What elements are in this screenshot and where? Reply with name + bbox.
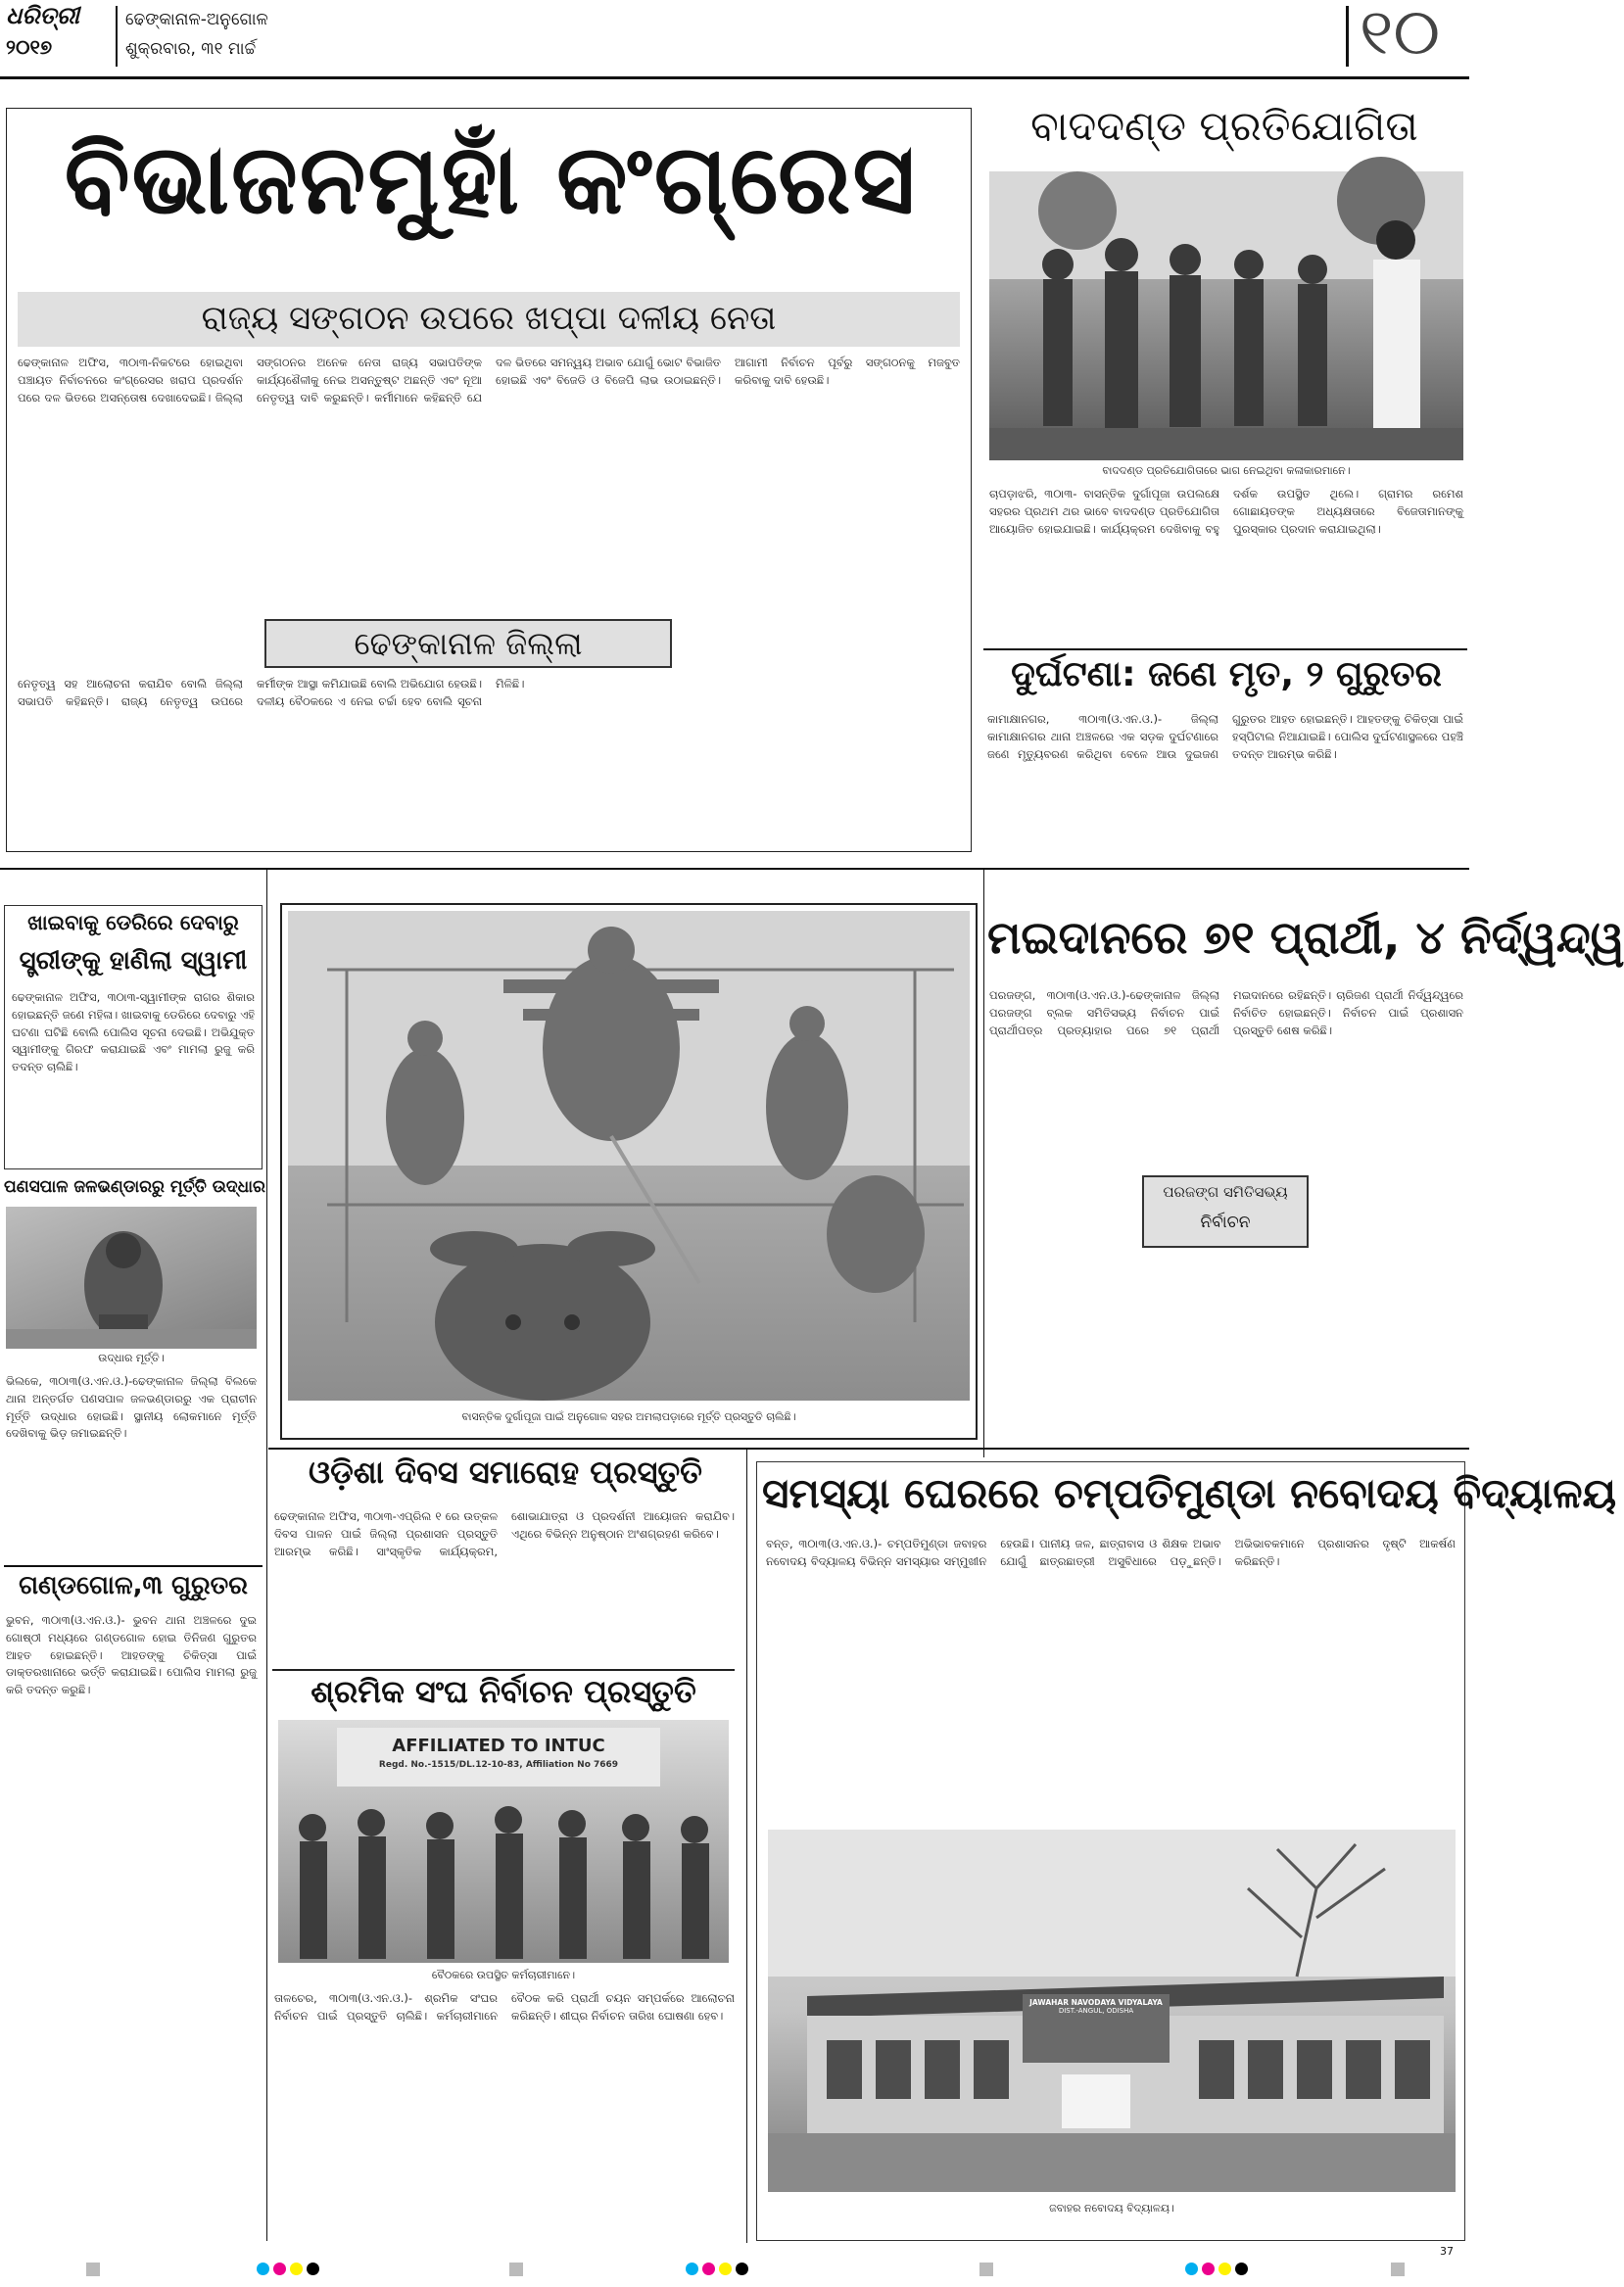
paper-name: ଧରିତ୍ରୀ (6, 2, 79, 29)
page-number: ୧୦ (1360, 0, 1441, 70)
odisha-day-body: ଢେଙ୍କାନାଳ ଅଫିସ, ୩୦ା୩-ଏପ୍ରିଲ ୧ ରେ ଉତ୍କଳ ଦିବସ ପାଳନ ପାଇଁ ଜିଲ୍ଲା ପ୍ରଶାସନ ପ୍ରସ୍ତୁତି ଆରମ୍ଭ କରିଛି। ସାଂସ୍କୃତିକ କାର୍ଯ୍ୟକ୍ରମ, ଶୋଭାଯାତ୍ରା ଓ ପ୍ରଦର୍ଶନୀ ଆୟୋଜନ କରାଯିବ। ଏଥିରେ ବିଭିନ୍ନ ଅନୁଷ୍ଠାନ ଅଂଶଗ୍ରହଣ କରିବେ। (274, 1509, 735, 1558)
lead-subheadline: ରାଜ୍ୟ ସଙ୍ଗଠନ ଉପରେ ଖପ୍ପା ଦଳୀୟ ନେତା (201, 299, 777, 338)
idol-body: ଭିଲକେ, ୩୦ା୩(ଓ.ଏନ.ଓ.)-ଢେଙ୍କାନାଳ ଜିଲ୍ଲା ବିଲକେ ଥାନା ଅନ୍ତର୍ଗତ ପଣସପାଳ ଜଳଭଣ୍ଡାରରୁ ଏକ ପ୍ରାଚୀନ ମୂର୍ତ୍ତି ଉଦ୍ଧାର ହୋଇଛି। ସ୍ଥାନୀୟ ଲୋକମାନେ ମୂର୍ତ୍ତି ଦେଖିବାକୁ ଭିଡ଼ ଜମାଇଛନ୍ତି। (6, 1374, 257, 1441)
district-label: ଢେଙ୍କାନାଳ ଜିଲ୍ଲା (354, 625, 583, 662)
issue-date: ଶୁକ୍ରବାର, ୩୧ ମାର୍ଚ୍ଚ (125, 39, 257, 59)
delay-headline-2: ସ୍ତ୍ରୀଙ୍କୁ ହାଣିଲା ସ୍ୱାମୀ (19, 946, 248, 976)
clash-top-rule (4, 1565, 263, 1567)
union-banner-line-2: Regd. No.-1515/DL.12-10-83, Affiliation No 7669 (378, 1760, 619, 1770)
accident-top-rule (983, 648, 1467, 650)
color-registration-mark-1 (257, 2263, 319, 2275)
center-photo-caption: ବାସନ୍ତିକ ଦୁର୍ଗାପୂଜା ପାଇଁ ଅନୁଗୋଳ ସହର ଅମଲାପଡ଼ାରେ ମୂର୍ତ୍ତି ପ୍ରସ୍ତୁତି ଚାଲିଛି। (461, 1410, 796, 1423)
union-photo-caption: ବୈଠକରେ ଉପସ୍ଥିତ କର୍ମଚାରୀମାନେ। (431, 1969, 576, 1981)
navodaya-photo (768, 1830, 1456, 2192)
badadanda-headline: ବାଦଦଣ୍ଡ ପ୍ରତିଯୋଗିତା (1030, 102, 1418, 150)
accident-headline: ଦୁର୍ଘଟଣା: ଜଣେ ମୃତ, ୨ ଗୁରୁତର (1011, 654, 1442, 694)
badadanda-photo (989, 171, 1463, 460)
section-rule-1 (0, 868, 1469, 870)
idol-making-illustration (288, 911, 970, 1401)
masthead-divider-right (1346, 6, 1349, 67)
lead-body-continued: ନେତୃତ୍ୱ ସହ ଆଲୋଚନା କରାଯିବ ବୋଲି ଜିଲ୍ଲା ସଭାପତି କହିଛନ୍ତି। ରାଜ୍ୟ ନେତୃତ୍ୱ ଉପରେ କର୍ମୀଙ୍କ ଆସ୍ଥା କମିଯାଇଛି ବୋଲି ଅଭିଯୋଗ ହେଉଛି। ଦଳୀୟ ବୈଠକରେ ଏ ନେଇ ଚର୍ଚ୍ଚା ହେବ ବୋଲି ସୂଚନା ମିଳିଛି। (18, 677, 525, 708)
clash-body: ଭୁବନ, ୩୦ା୩(ଓ.ଏନ.ଓ.)- ଭୁବନ ଥାନା ଅଞ୍ଚଳରେ ଦୁଇ ଗୋଷ୍ଠୀ ମଧ୍ୟରେ ଗଣ୍ଡଗୋଳ ହୋଇ ତିନିଜଣ ଗୁରୁତର ଆହତ ହୋଇଛନ୍ତି। ଆହତଙ୍କୁ ଚିକିତ୍ସା ପାଇଁ ଡାକ୍ତରଖାନାରେ ଭର୍ତ୍ତି କରାଯାଇଛି। ପୋଲିସ ମାମଲା ରୁଜୁ କରି ତଦନ୍ତ କରୁଛି। (6, 1613, 257, 1697)
candidates-headline: ମଇଦାନରେ ୭୧ ପ୍ରାର୍ଥୀ, ୪ ନିର୍ଦ୍ୱନ୍ଦ୍ୱ (987, 911, 1624, 964)
idol-photo-caption: ଉଦ୍ଧାର ମୂର୍ତ୍ତି। (98, 1352, 165, 1364)
accident-body: କାମାକ୍ଷାନଗର, ୩୦ା୩(ଓ.ଏନ.ଓ.)- ଜିଲ୍ଲା କାମାକ୍ଷାନଗର ଥାନା ଅଞ୍ଚଳରେ ଏକ ସଡ଼କ ଦୁର୍ଘଟଣାରେ ଜଣେ ମୃତ୍ୟୁବରଣ କରିଥିବା ବେଳେ ଆଉ ଦୁଇଜଣ ଗୁରୁତର ଆହତ ହୋଇଛନ୍ତି। ଆହତଙ୍କୁ ଚିକିତ୍ସା ପାଇଁ ହସ୍ପିଟାଲ ନିଆଯାଇଛି। ପୋଲିସ ଦୁର୍ଘଟଣାସ୍ଥଳରେ ପହଞ୍ଚି ତଦନ୍ତ ଆରମ୍ଭ କରିଛି। (987, 712, 1463, 761)
performers-illustration (989, 171, 1463, 460)
durga-idol-photo (288, 911, 970, 1401)
grey-square-mark-4 (1391, 2263, 1405, 2276)
masthead-divider-left (116, 6, 118, 67)
school-sign-line-2: DIST.-ANGUL, ODISHA (1058, 2007, 1134, 2015)
paper-year: ୨୦୧୭ (6, 35, 53, 59)
candidates-box-line-2: ନିର୍ବାଚନ (1200, 1213, 1251, 1232)
left-column-rule (266, 870, 267, 2241)
navodaya-headline: ସମସ୍ୟା ଘେରରେ ଚମ୍ପତିମୁଣ୍ଡା ନବୋଦୟ ବିଦ୍ୟାଳୟ (762, 1469, 1617, 1517)
grey-square-mark-1 (86, 2263, 100, 2276)
section-rule-2 (268, 1448, 1469, 1450)
idol-photo (6, 1207, 257, 1349)
odisha-day-headline: ଓଡ଼ିଶା ଦିବସ ସମାରୋହ ପ୍ରସ୍ତୁତି (309, 1453, 702, 1491)
delay-body: ଢେଙ୍କାନାଳ ଅଫିସ, ୩୦ା୩-ସ୍ୱାମୀଙ୍କ ରାଗର ଶିକାର ହୋଇଛନ୍ତି ଜଣେ ମହିଳା। ଖାଇବାକୁ ଡେରିରେ ଦେବାରୁ ଏହି ଘଟଣା ଘଟିଛି ବୋଲି ପୋଲିସ ସୂଚନା ଦେଇଛି। ଅଭିଯୁକ୍ତ ସ୍ୱାମୀଙ୍କୁ ଗିରଫ କରାଯାଇଛି ଏବଂ ମାମଲା ରୁଜୁ କରି ତଦନ୍ତ ଚାଲିଛି। (12, 990, 255, 1074)
clash-headline: ଗଣ୍ଡଗୋଳ,୩ ଗୁରୁତର (19, 1571, 248, 1600)
navodaya-left-rule (746, 1450, 747, 2243)
lead-headline: ବିଭାଜନମୁହାଁ କଂଗ୍ରେସ (64, 124, 918, 236)
school-sign (1025, 1998, 1168, 2015)
navodaya-body: ବନ୍ତ, ୩୦ା୩(ଓ.ଏନ.ଓ.)- ଚମ୍ପତିମୁଣ୍ଡା ଜବାହର ନବୋଦୟ ବିଦ୍ୟାଳୟ ବିଭିନ୍ନ ସମସ୍ୟାର ସମ୍ମୁଖୀନ ହେଉଛି। ପାନୀୟ ଜଳ, ଛାତ୍ରାବାସ ଓ ଶିକ୍ଷକ ଅଭାବ ଯୋଗୁଁ ଛାତ୍ରଛାତ୍ରୀ ଅସୁବିଧାରେ ପଡ଼ୁଛନ୍ତି। ଅଭିଭାବକମାନେ ପ୍ରଶାସନର ଦୃଷ୍ଟି ଆକର୍ଷଣ କରିଛନ୍ତି। (766, 1537, 1456, 1568)
school-sign-line-1: JAWAHAR NAVODAYA VIDYALAYA (1029, 1998, 1163, 2007)
edition-label: ଢେଙ୍କାନାଳ-ଅନୁଗୋଳ (125, 10, 268, 29)
masthead-rule (0, 76, 1469, 79)
idol-illustration (6, 1207, 257, 1349)
union-people-illustration (278, 1720, 729, 1963)
color-registration-mark-3 (1185, 2263, 1248, 2275)
candidates-body: ପରଜଙ୍ଗ, ୩୦ା୩(ଓ.ଏନ.ଓ.)-ଢେଙ୍କାନାଳ ଜିଲ୍ଲା ପରଜଙ୍ଗ ବ୍ଲକ ସମିତିସଭ୍ୟ ନିର୍ବାଚନ ପାଇଁ ପ୍ରାର୍ଥୀପତ୍ର ପ୍ରତ୍ୟାହାର ପରେ ୭୧ ପ୍ରାର୍ଥୀ ମଇଦାନରେ ରହିଛନ୍ତି। ଚାରିଜଣ ପ୍ରାର୍ଥୀ ନିର୍ଦ୍ୱନ୍ଦ୍ୱରେ ନିର୍ବାଚିତ ହୋଇଛନ୍ତି। ନିର୍ବାଚନ ପାଇଁ ପ୍ରଶାସନ ପ୍ରସ୍ତୁତି ଶେଷ କରିଛି। (989, 988, 1463, 1037)
union-photo (278, 1720, 729, 1963)
color-registration-mark-2 (686, 2263, 748, 2275)
badadanda-body: ଚାପଡ଼ାଝରି, ୩୦ା୩- ବାସନ୍ତିକ ଦୁର୍ଗାପୂଜା ଉପଲକ୍ଷେ ସହରର ପ୍ରଥମ ଥର ଭାବେ ବାଦଦଣ୍ଡ ପ୍ରତିଯୋଗିତା ଆୟୋଜିତ ହୋଇଯାଇଛି। କାର୍ଯ୍ୟକ୍ରମ ଦେଖିବାକୁ ବହୁ ଦର୍ଶକ ଉପସ୍ଥିତ ଥିଲେ। ଗ୍ରାମର ରମେଶ ଗୋଛାୟତଙ୍କ ଅଧ୍ୟକ୍ଷତାରେ ବିଜେତାମାନଙ୍କୁ ପୁରସ୍କାର ପ୍ରଦାନ କରାଯାଇଥିଲା। (989, 487, 1463, 536)
grey-square-mark-3 (979, 2263, 993, 2276)
delay-headline-1: ଖାଇବାକୁ ଡେରିରେ ଦେବାରୁ (27, 911, 239, 934)
idol-headline: ପଣସପାଳ ଜଳଭଣ୍ଡାରରୁ ମୂର୍ତ୍ତି ଉଦ୍ଧାର (4, 1177, 265, 1197)
center-right-rule (983, 870, 984, 1457)
badadanda-photo-caption: ବାଦଦଣ୍ଡ ପ୍ରତିଯୋଗିତାରେ ଭାଗ ନେଇଥିବା କଳାକାରମାନେ। (1102, 464, 1351, 477)
union-banner-line-1: AFFILIATED TO INTUC (392, 1736, 605, 1756)
candidates-box-line-1: ପରଜଙ୍ଗ ସମିତିସଭ୍ୟ (1163, 1183, 1288, 1201)
lead-body: ଢେଙ୍କାନାଳ ଅଫିସ, ୩୦ା୩-ନିକଟରେ ହୋଇଥିବା ପଞ୍ଚାୟତ ନିର୍ବାଚନରେ କଂଗ୍ରେସର ଖରାପ ପ୍ରଦର୍ଶନ ପରେ ଦଳ ଭିତରେ ଅସନ୍ତୋଷ ଦେଖାଦେଇଛି। ଜିଲ୍ଲା ସଙ୍ଗଠନର ଅନେକ ନେତା ରାଜ୍ୟ ସଭାପତିଙ୍କ କାର୍ଯ୍ୟଶୈଳୀକୁ ନେଇ ଅସନ୍ତୁଷ୍ଟ ଅଛନ୍ତି ଏବଂ ନୂଆ ନେତୃତ୍ୱ ଦାବି କରୁଛନ୍ତି। କର୍ମୀମାନେ କହିଛନ୍ତି ଯେ ଦଳ ଭିତରେ ସମନ୍ୱୟ ଅଭାବ ଯୋଗୁଁ ଭୋଟ ବିଭାଜିତ ହୋଇଛି ଏବଂ ବିଜେଡି ଓ ବିଜେପି ଲାଭ ଉଠାଇଛନ୍ତି। ଆଗାମୀ ନିର୍ବାଚନ ପୂର୍ବରୁ ସଙ୍ଗଠନକୁ ମଜବୁତ କରିବାକୁ ଦାବି ହେଉଛି। (18, 356, 960, 405)
grey-square-mark-2 (509, 2263, 523, 2276)
page-folio: 37 (1440, 2245, 1454, 2258)
union-headline: ଶ୍ରମିକ ସଂଘ ନିର୍ବାଚନ ପ୍ରସ୍ତୁତି (310, 1673, 696, 1710)
union-body: ତାଳଚେର, ୩୦ା୩(ଓ.ଏନ.ଓ.)- ଶ୍ରମିକ ସଂଘର ନିର୍ବାଚନ ପାଇଁ ପ୍ରସ୍ତୁତି ଚାଲିଛି। କର୍ମଚାରୀମାନେ ବୈଠକ କରି ପ୍ରାର୍ଥୀ ଚୟନ ସମ୍ପର୍କରେ ଆଲୋଚନା କରିଛନ୍ତି। ଶୀଘ୍ର ନିର୍ବାଚନ ତାରିଖ ଘୋଷଣା ହେବ। (274, 1991, 735, 2023)
navodaya-photo-caption: ଜବାହର ନବୋଦୟ ବିଦ୍ୟାଳୟ। (1049, 2202, 1174, 2215)
